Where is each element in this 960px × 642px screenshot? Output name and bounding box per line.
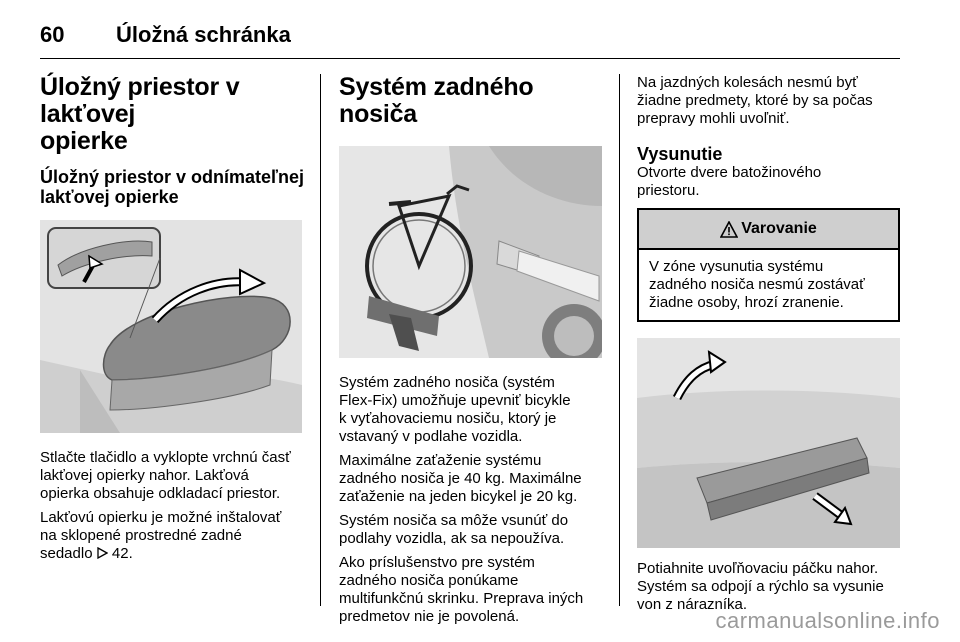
paragraph bbox=[40, 449, 310, 503]
section-title bbox=[40, 74, 310, 155]
paragraph bbox=[339, 452, 605, 506]
column-divider-1 bbox=[320, 74, 321, 606]
middle-column bbox=[339, 74, 605, 626]
text-line: zadného nosiča nesmú zostávať bbox=[649, 276, 865, 293]
text-line: na sklopené prostredné zadné bbox=[40, 527, 242, 544]
text-line: vstavaný v podlahe vozidla. bbox=[339, 428, 523, 445]
text-line: Systém sa odpojí a rýchlo sa vysunie bbox=[637, 578, 884, 595]
paragraph bbox=[637, 560, 903, 614]
header-rule bbox=[40, 58, 900, 59]
text-line: zadného nosiča ponúkame bbox=[339, 572, 519, 589]
text-line: multifunkčnú skrinku. Preprava iných bbox=[339, 590, 584, 607]
text-line: Potiahnite uvoľňovaciu páčku nahor. bbox=[637, 560, 879, 577]
watermark: carmanualsonline.info bbox=[715, 608, 940, 633]
section-title-line-1: Úložný priestor v lakťovej bbox=[40, 73, 240, 128]
text-line: Ako príslušenstvo pre systém bbox=[339, 554, 535, 571]
bicycle-carrier-illustration bbox=[339, 146, 602, 358]
armrest-illustration bbox=[40, 220, 302, 433]
text-line: priestoru. bbox=[637, 182, 700, 199]
text-line: podlahy vozidla, ak sa nepoužíva. bbox=[339, 530, 565, 547]
text-line: k vyťahovaciemu nosiču, ktorý je bbox=[339, 410, 557, 427]
paragraph bbox=[339, 512, 605, 548]
release-lever-illustration bbox=[637, 338, 900, 548]
section-subtitle-line-1: Úložný priestor v odnímateľnej bbox=[40, 167, 304, 187]
text-line: Systém nosiča sa môže vsunúť do bbox=[339, 512, 569, 529]
paragraph bbox=[339, 374, 605, 446]
warning-header bbox=[639, 210, 898, 250]
warning-triangle-icon bbox=[720, 221, 738, 238]
paragraph bbox=[40, 509, 310, 563]
section-title-line-2: opierke bbox=[40, 127, 128, 155]
column-divider-2 bbox=[619, 74, 620, 606]
text-line: Maximálne zaťaženie systému bbox=[339, 452, 542, 469]
text-line: lakťovej opierky nahor. Lakťová bbox=[40, 467, 249, 484]
section-title: Systém zadného nosiča bbox=[339, 73, 534, 128]
text-line: Systém zadného nosiča (systém bbox=[339, 374, 555, 391]
text-line: Stlačte tlačidlo a vyklopte vrchnú časť bbox=[40, 449, 291, 466]
left-column bbox=[40, 74, 310, 563]
right-column bbox=[637, 74, 903, 614]
warning-title: Varovanie bbox=[741, 220, 817, 237]
chapter-title: Úložná schránka bbox=[116, 22, 291, 47]
text-line: prepravy mohli uvoľniť. bbox=[637, 110, 790, 127]
page-header bbox=[40, 14, 920, 50]
page-number: 60 bbox=[40, 22, 65, 47]
warning-box bbox=[637, 208, 900, 322]
text-line: Flex-Fix) umožňuje upevniť bicykle bbox=[339, 392, 571, 409]
text-line: predmetov nie je povolená. bbox=[339, 608, 520, 625]
text-line: von z nárazníka. bbox=[637, 596, 748, 613]
text-line: žiadne osoby, hrozí zranenie. bbox=[649, 294, 844, 311]
text-line: Otvorte dvere batožinového bbox=[637, 164, 822, 181]
paragraph bbox=[637, 164, 903, 200]
section-subtitle-line-2: lakťovej opierke bbox=[40, 187, 179, 207]
triangle-arrow-icon bbox=[97, 547, 108, 559]
paragraph bbox=[637, 74, 903, 128]
text-line: Lakťovú opierku je možné inštalovať bbox=[40, 509, 282, 526]
text-line: sedadlo bbox=[40, 545, 93, 562]
text-line: Na jazdných kolesách nesmú byť bbox=[637, 74, 858, 91]
text-line: zaťaženie na jeden bicykel je 20 kg. bbox=[339, 488, 578, 505]
subsection-title: Vysunutie bbox=[637, 144, 723, 164]
text-line: zadného nosiča je 40 kg. Maximálne bbox=[339, 470, 582, 487]
warning-text bbox=[639, 250, 898, 320]
reference-page: 42. bbox=[111, 545, 133, 562]
section-subtitle bbox=[40, 167, 310, 207]
text-line: žiadne predmety, ktoré by sa počas bbox=[637, 92, 873, 109]
page-reference-link[interactable] bbox=[97, 545, 133, 562]
text-line: opierka obsahuje odkladací priestor. bbox=[40, 485, 281, 502]
paragraph bbox=[339, 554, 605, 626]
text-line: V zóne vysunutia systému bbox=[649, 258, 824, 275]
